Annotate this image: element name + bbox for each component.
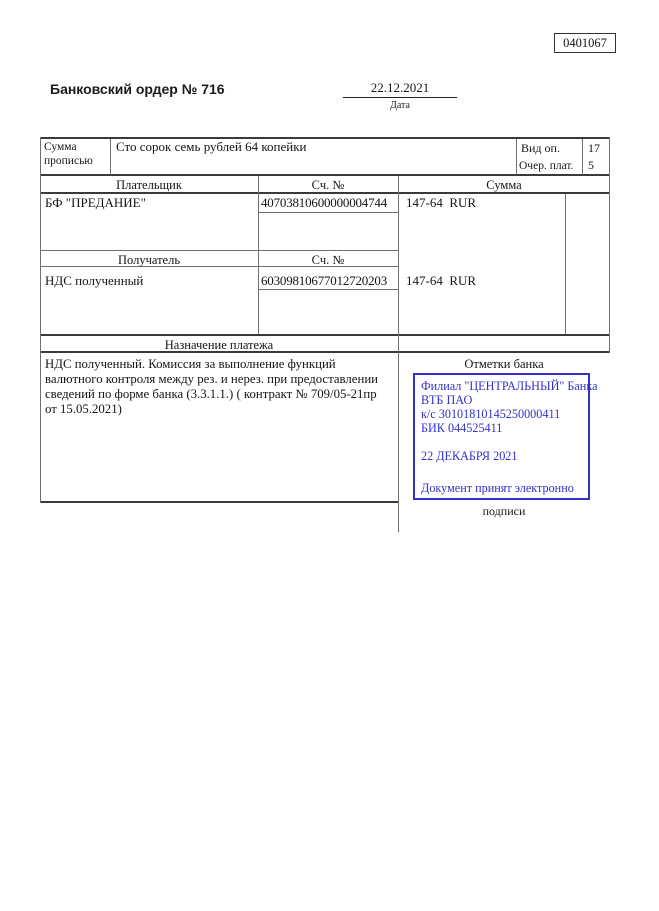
payee-account-column-header: Сч. № [311, 253, 345, 267]
purpose-row-top-border [40, 334, 610, 336]
bank-stamp-box [413, 373, 598, 500]
sum-column-header: Сумма [486, 178, 522, 192]
amount-label-divider [110, 139, 111, 175]
purpose-line-2: валютного контроля между рез. и нерез. при предоставлении [45, 372, 379, 386]
purpose-line-3: сведений по форме банка (3.3.1.1.) ( контракт № 709/05-21пр [45, 387, 377, 401]
stamp-bik: БИК 044525411 [421, 421, 503, 435]
stamp-date: 22 ДЕКАБРЯ 2021 [421, 449, 518, 463]
payer-column-header: Плательщик [116, 178, 182, 192]
stamp-accepted-note: Документ принят электронно [421, 481, 574, 495]
op-type-label: Вид оп. [521, 141, 560, 155]
purpose-header: Назначение платежа [164, 338, 274, 352]
stamp-bank-name-line2: ВТБ ПАО [421, 393, 473, 407]
op-type-left-divider [516, 139, 517, 175]
priority-label: Очер. плат. [519, 160, 574, 172]
account-sum-divider [398, 176, 399, 532]
payer-account-column-header: Сч. № [311, 178, 345, 192]
priority-value: 5 [588, 158, 594, 172]
form-code-box: 0401067 [554, 33, 616, 53]
payee-header-top-border [40, 250, 398, 251]
payer-account-number: 40703810600000004744 [261, 195, 388, 210]
signatures-label: подписи [482, 504, 526, 518]
payer-account-underline [258, 212, 398, 213]
payee-column-header: Получатель [117, 253, 181, 267]
purpose-line-1: НДС полученный. Комиссия за выполнение функций [45, 357, 336, 371]
payer-amount: 147-64 RUR [406, 195, 477, 210]
header-row-bottom-border [40, 192, 610, 194]
amount-label-line1: Сумма [44, 141, 77, 153]
payee-account-number: 60309810677012720203 [261, 273, 388, 288]
date-value: 22.12.2021 [343, 80, 457, 98]
payee-name: НДС полученный [45, 273, 144, 288]
bank-marks-header: Отметки банка [464, 357, 544, 371]
payer-name: БФ "ПРЕДАНИЕ" [45, 195, 146, 210]
payee-account-underline [258, 289, 398, 290]
purpose-cell-bottom-border [40, 501, 398, 503]
date-label: Дата [390, 100, 410, 111]
table-right-border [609, 137, 610, 353]
payee-amount: 147-64 RUR [406, 273, 477, 288]
amount-row-bottom-border [40, 174, 610, 176]
sum-narrow-column-divider [565, 194, 566, 334]
amount-in-words: Сто сорок семь рублей 64 копейки [116, 139, 307, 154]
amount-label-line2: прописью [44, 155, 93, 167]
op-type-value-divider [582, 139, 583, 175]
stamp-spacer [421, 435, 582, 449]
op-type-value: 17 [588, 141, 600, 155]
purpose-line-4: от 15.05.2021) [45, 402, 122, 416]
stamp-bank-name-line1: Филиал "ЦЕНТРАЛЬНЫЙ" Банка [421, 379, 598, 393]
document-title: Банковский ордер № 716 [50, 81, 225, 97]
stamp-corr-account: к/с 30101810145250000411 [421, 407, 561, 421]
